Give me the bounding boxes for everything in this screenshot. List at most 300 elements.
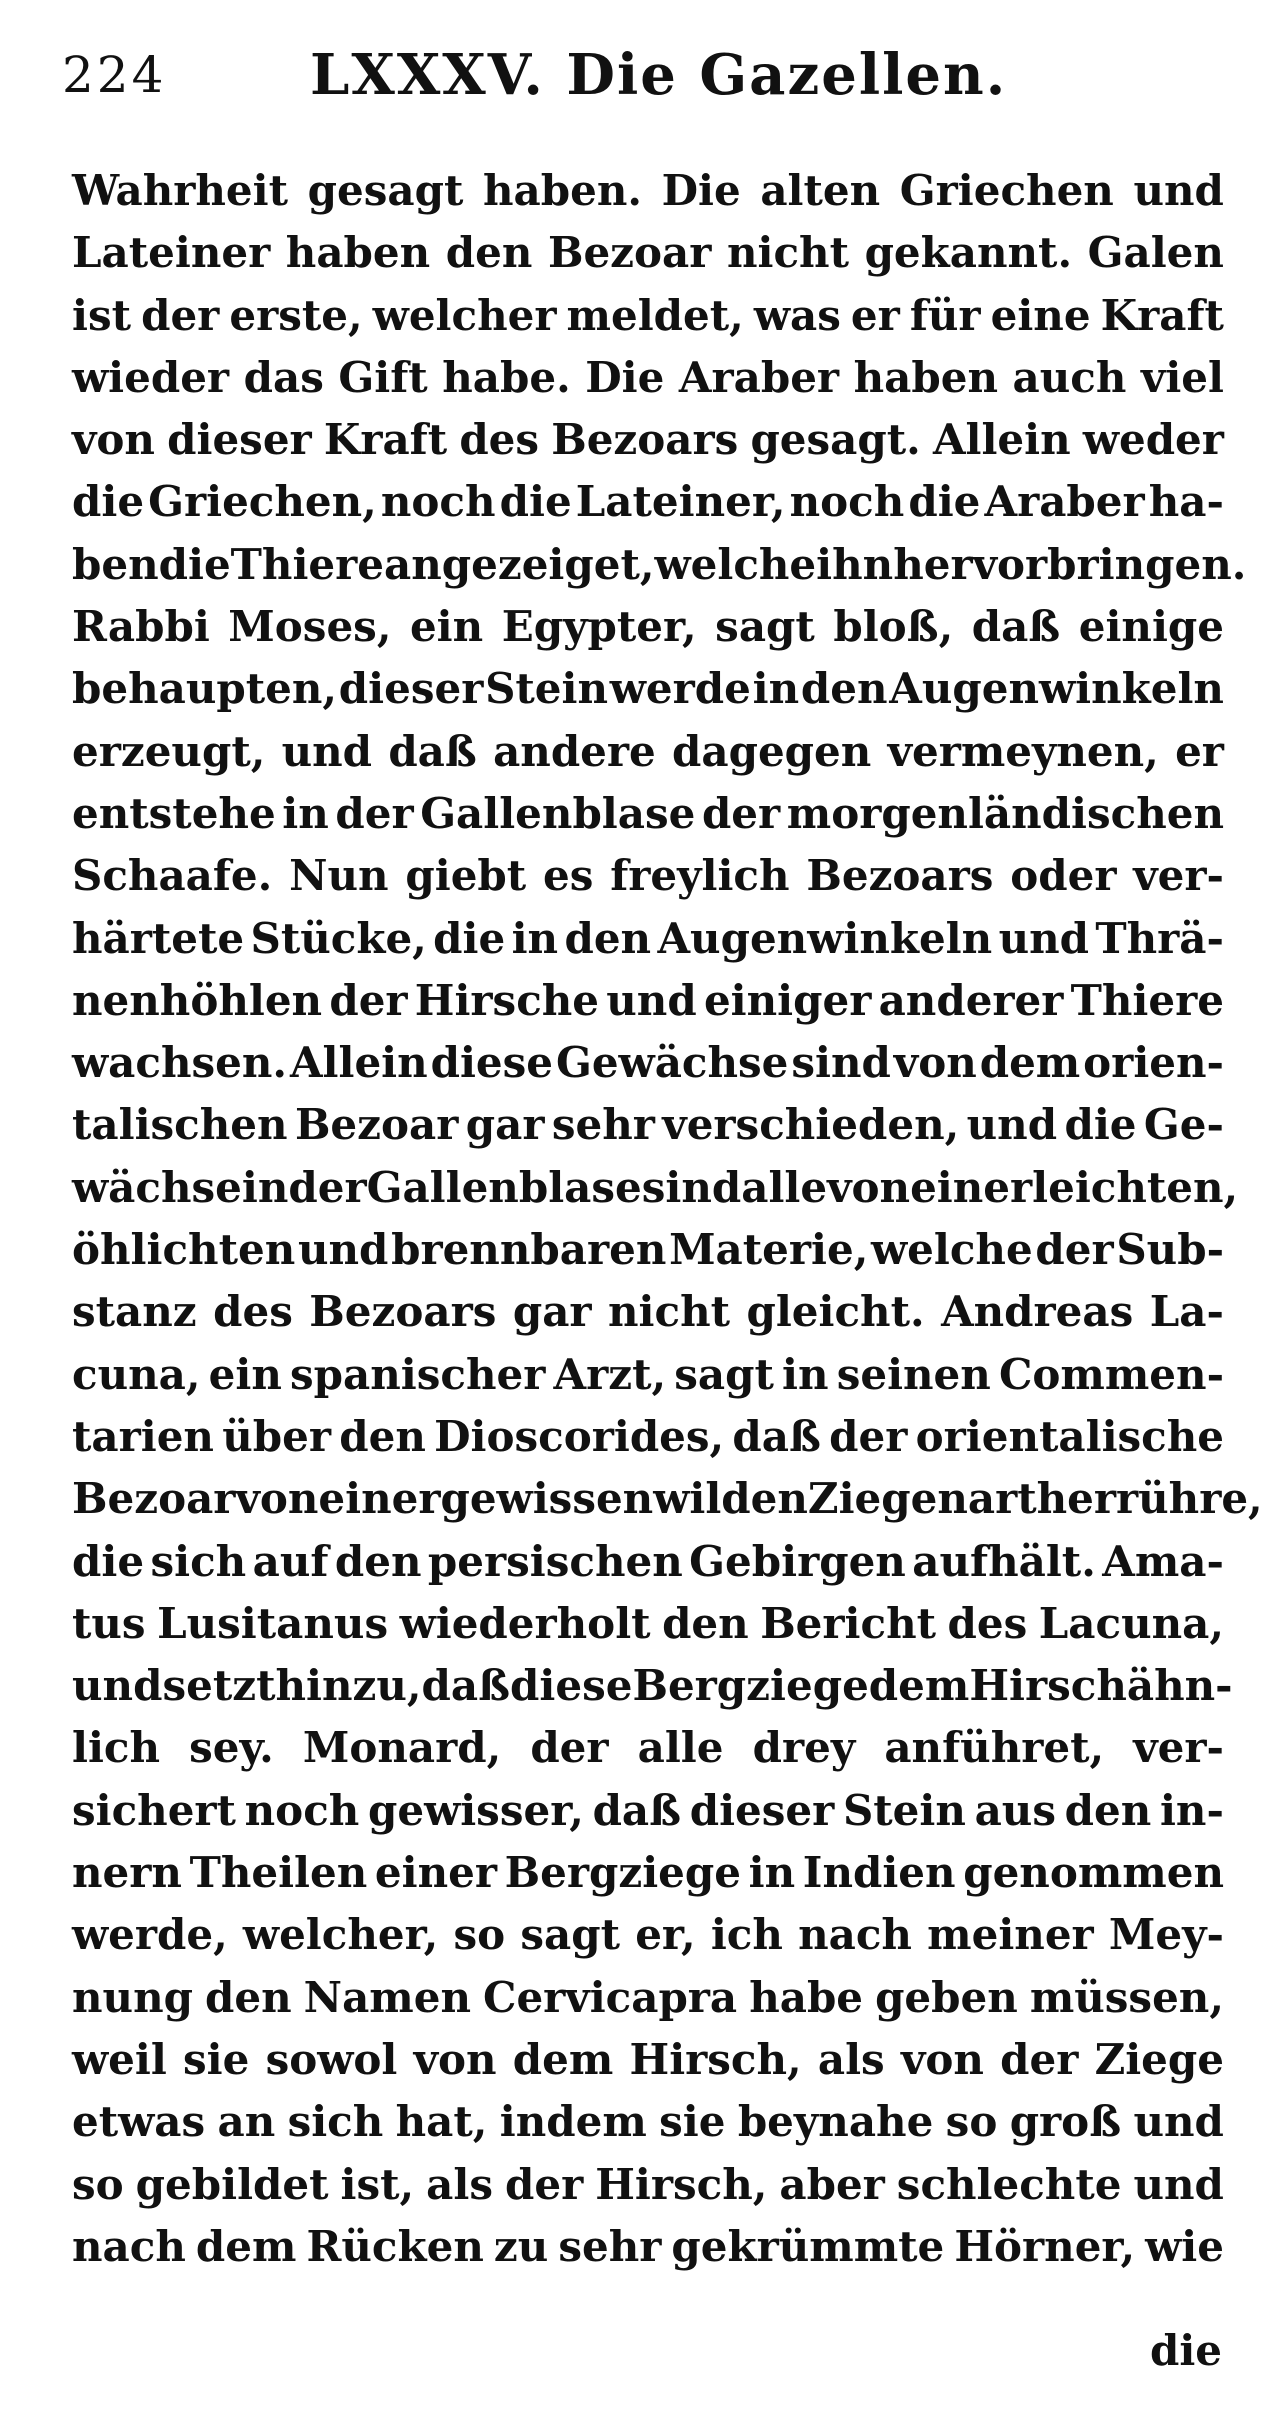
text-line xyxy=(72,1848,1224,1910)
word: Bezoars xyxy=(309,1287,497,1337)
word: Die xyxy=(661,166,741,215)
word: verschieden, xyxy=(662,1100,960,1150)
word: indem xyxy=(499,2097,647,2147)
word: an xyxy=(217,2097,276,2147)
word: einer xyxy=(374,1848,497,1898)
word: den xyxy=(800,664,888,714)
word: wächse xyxy=(72,1162,242,1212)
page-header xyxy=(62,36,1212,116)
word: wieder xyxy=(72,352,230,402)
word: des xyxy=(459,415,540,465)
word: welche xyxy=(654,539,817,589)
word: Lusitanus xyxy=(157,1598,389,1648)
word: Kraft xyxy=(1100,290,1224,340)
word: einer xyxy=(318,1474,441,1524)
word: setzt xyxy=(162,1661,276,1711)
word: ha- xyxy=(1148,477,1224,527)
word: nicht xyxy=(608,1287,731,1337)
word: die xyxy=(433,913,506,963)
word: Ge- xyxy=(1143,1100,1224,1150)
word: in xyxy=(748,1848,796,1898)
text-line xyxy=(72,664,1224,726)
word: Gewächse xyxy=(555,1038,789,1088)
word: wachsen. xyxy=(72,1038,288,1088)
text-line xyxy=(72,1786,1224,1848)
word: genommen xyxy=(963,1848,1224,1898)
word: daß xyxy=(388,726,477,776)
text-line xyxy=(72,2097,1224,2159)
word: Egypter, xyxy=(501,602,697,652)
word: sind xyxy=(791,1038,891,1088)
word: des xyxy=(213,1287,293,1337)
word: ein xyxy=(409,602,484,652)
word: Andreas xyxy=(941,1287,1134,1337)
word: der xyxy=(288,1162,367,1212)
word: die xyxy=(158,539,231,589)
word: orien- xyxy=(1083,1038,1224,1088)
word: anderer xyxy=(878,975,1064,1025)
word: die xyxy=(72,1536,145,1586)
word: Rabbi xyxy=(72,602,210,652)
word: Die xyxy=(585,352,665,402)
word: lich xyxy=(72,1723,161,1773)
word: Lateiner xyxy=(72,228,271,278)
word: Kraft xyxy=(323,415,448,465)
word: dem xyxy=(195,2221,297,2271)
word: über xyxy=(222,1411,331,1461)
word: und xyxy=(998,913,1090,963)
word: gesagt xyxy=(307,166,464,215)
word: Thiere xyxy=(230,539,384,589)
text-line xyxy=(72,1537,1224,1599)
word: behaupten, xyxy=(72,664,338,714)
text-line xyxy=(72,727,1224,789)
text-line xyxy=(72,415,1224,477)
word: sichert xyxy=(72,1785,236,1835)
text-line xyxy=(72,1287,1224,1349)
word: Bezoar xyxy=(294,1100,459,1150)
word: dieser xyxy=(689,1785,835,1835)
word: alle xyxy=(741,1162,828,1212)
word: der xyxy=(329,975,408,1025)
word: und xyxy=(72,1661,163,1711)
word: sagt xyxy=(715,602,815,652)
word: Lateiner, xyxy=(575,477,786,527)
text-line xyxy=(72,1412,1224,1474)
word: Gallenblase xyxy=(420,788,696,838)
word: habe xyxy=(749,1972,864,2022)
word: und xyxy=(281,726,373,776)
word: freylich xyxy=(610,851,790,901)
word: orientalische xyxy=(915,1411,1224,1461)
word: gewisser, xyxy=(367,1785,584,1835)
word: einige xyxy=(1078,602,1224,652)
word: die xyxy=(1064,1100,1137,1150)
word: gewissen xyxy=(440,1474,654,1524)
word: der xyxy=(1035,1225,1114,1275)
running-head: LXXXV. Die Gazellen. xyxy=(310,42,1008,108)
word: Bergziege xyxy=(632,1661,869,1711)
word: Araber xyxy=(984,477,1145,527)
word: und xyxy=(606,975,697,1025)
word: tarien xyxy=(72,1411,214,1461)
word: Commen- xyxy=(998,1349,1224,1399)
word: Gallenblase xyxy=(366,1162,642,1212)
word: geben xyxy=(875,1972,1018,2022)
word: Bezoar xyxy=(547,228,712,278)
word: eine xyxy=(990,290,1091,340)
word: weder xyxy=(1082,415,1224,465)
word: ihn xyxy=(816,539,894,589)
word: was xyxy=(753,290,841,340)
word: den xyxy=(1064,1785,1152,1835)
word: noch xyxy=(789,477,905,527)
word: herrühre, xyxy=(1036,1474,1263,1524)
word: Moses, xyxy=(228,602,392,652)
word: schlechte xyxy=(896,2159,1122,2209)
text-line xyxy=(72,1599,1224,1661)
word: sey. xyxy=(189,1723,274,1773)
word: so xyxy=(72,2159,124,2209)
text-line xyxy=(72,789,1224,851)
word: Allein xyxy=(932,415,1071,465)
word: Nun xyxy=(289,851,389,901)
word: der xyxy=(530,1723,609,1773)
text-line xyxy=(72,2160,1224,2222)
word: Ziegenart xyxy=(807,1474,1037,1524)
text-line xyxy=(72,353,1224,415)
word: hat, xyxy=(395,2097,488,2147)
word: den xyxy=(662,1598,749,1648)
word: alten xyxy=(760,166,881,215)
word: als xyxy=(426,2159,493,2209)
word: morgenländischen xyxy=(786,788,1224,838)
word: als xyxy=(817,2034,885,2084)
word: Allein xyxy=(289,1038,428,1088)
word: den xyxy=(339,1411,426,1461)
word: nenhöhlen xyxy=(72,975,323,1025)
word: auch xyxy=(1012,352,1127,402)
word: sagt xyxy=(674,1349,774,1399)
text-line xyxy=(72,477,1224,539)
word: sagt xyxy=(520,1910,620,1960)
word: müssen, xyxy=(1029,1972,1224,2022)
word: welche xyxy=(871,1225,1033,1275)
word: Theilen xyxy=(189,1848,368,1898)
word: Schaafe. xyxy=(72,851,273,901)
word: Namen xyxy=(303,1972,471,2022)
word: es xyxy=(543,851,594,901)
word: Augenwinkeln xyxy=(657,913,993,963)
word: gekannt. xyxy=(864,228,1073,278)
word: in- xyxy=(1159,1785,1224,1835)
word: so xyxy=(453,1910,506,1960)
text-line xyxy=(72,914,1224,976)
text-line xyxy=(72,602,1224,664)
word: dem xyxy=(979,1038,1081,1088)
text-line xyxy=(72,851,1224,913)
word: Gebirgen xyxy=(689,1536,906,1586)
word: Griechen, xyxy=(148,477,377,527)
word: Hirsch, xyxy=(595,2159,768,2209)
word: sich xyxy=(287,2097,384,2147)
word: giebt xyxy=(405,851,527,901)
word: ist, xyxy=(340,2159,415,2209)
word: einer xyxy=(910,1162,1033,1212)
word: Hörner, xyxy=(954,2221,1136,2271)
word: Hirsche xyxy=(414,975,600,1025)
text-line xyxy=(72,291,1224,353)
word: erste, xyxy=(229,290,363,340)
word: er xyxy=(850,290,900,340)
word: aus xyxy=(974,1785,1056,1835)
text-line xyxy=(72,1162,1239,1225)
word: Bericht xyxy=(760,1598,937,1648)
word: leichten, xyxy=(1032,1162,1239,1212)
text-line xyxy=(72,1723,1224,1785)
word: Dioscorides, xyxy=(434,1411,725,1461)
word: meldet, xyxy=(566,290,744,340)
word: Ziege xyxy=(1094,2034,1224,2084)
word: werde xyxy=(609,664,751,714)
word: und xyxy=(1133,2097,1224,2147)
text-line xyxy=(72,539,1247,602)
word: der xyxy=(701,788,781,838)
word: ben xyxy=(72,539,159,589)
word: bloß, xyxy=(833,602,954,652)
word: so xyxy=(945,2097,998,2147)
text-line xyxy=(72,976,1224,1038)
word: La- xyxy=(1149,1287,1224,1337)
word: persischen xyxy=(427,1536,683,1586)
word: vermeynen, xyxy=(887,726,1159,776)
word: haben xyxy=(853,352,998,402)
word: oder xyxy=(1010,851,1117,901)
word: zu xyxy=(493,2221,549,2271)
word: noch xyxy=(380,477,496,527)
word: und xyxy=(297,1225,389,1275)
text-line xyxy=(72,1910,1224,1972)
word: Cervicapra xyxy=(483,1972,738,2022)
word: stanz xyxy=(72,1287,197,1337)
word: und xyxy=(1133,2159,1224,2209)
word: Stein xyxy=(485,664,609,714)
word: daß xyxy=(732,1411,821,1461)
text-line xyxy=(72,1973,1224,2035)
word: Stücke, xyxy=(250,913,427,963)
word: gebildet xyxy=(135,2159,329,2209)
word: auf xyxy=(252,1536,329,1586)
word: aufhält. xyxy=(912,1536,1096,1586)
word: dieser xyxy=(167,415,312,465)
text-line xyxy=(72,1038,1224,1100)
word: ähn- xyxy=(1126,1661,1233,1711)
word: haben xyxy=(285,228,431,278)
word: Hirsch, xyxy=(629,2034,802,2084)
word: Araber xyxy=(678,352,840,402)
word: werde, xyxy=(72,1910,228,1960)
word: hervorbringen. xyxy=(893,539,1247,589)
word: den xyxy=(334,1536,422,1586)
word: brennbaren xyxy=(391,1225,667,1275)
word: sowol xyxy=(265,2034,398,2084)
word: er xyxy=(1175,726,1224,776)
word: anführet, xyxy=(884,1723,1105,1773)
word: erzeugt, xyxy=(72,726,266,776)
text-line xyxy=(72,1474,1263,1536)
word: daß xyxy=(971,602,1061,652)
word: den xyxy=(205,1972,292,2022)
word: welcher xyxy=(372,290,557,340)
word: beynahe xyxy=(737,2097,934,2147)
word: gar xyxy=(465,1100,545,1150)
word: Rücken xyxy=(306,2221,484,2271)
text-line xyxy=(72,166,1224,228)
word: Wahrheit xyxy=(72,166,289,215)
word: der xyxy=(335,788,414,838)
word: der xyxy=(504,2159,584,2209)
word: ein xyxy=(208,1349,282,1399)
word: von xyxy=(72,415,155,465)
word: Thiere xyxy=(1070,975,1224,1025)
word: Materie, xyxy=(669,1225,869,1275)
page-number: 224 xyxy=(62,46,167,104)
catchword: die xyxy=(1149,2326,1222,2375)
word: nern xyxy=(72,1848,182,1898)
word: Monard, xyxy=(302,1723,502,1773)
word: Bezoars xyxy=(551,415,739,465)
word: ich xyxy=(710,1910,783,1960)
word: der xyxy=(1000,2034,1079,2084)
word: in xyxy=(282,788,329,838)
word: ver- xyxy=(1133,851,1224,901)
word: gekrümmte xyxy=(671,2221,945,2271)
text-line xyxy=(72,228,1224,290)
text-line xyxy=(72,1100,1224,1162)
word: den xyxy=(445,228,533,278)
word: gar xyxy=(512,1287,592,1337)
word: die xyxy=(499,477,572,527)
word: wie xyxy=(1145,2221,1224,2271)
word: nach xyxy=(798,1910,912,1960)
word: Gift xyxy=(338,352,428,402)
word: härtete xyxy=(72,913,245,963)
word: dem xyxy=(512,2034,614,2084)
word: noch xyxy=(244,1785,360,1835)
word: Galen xyxy=(1087,228,1224,278)
word: den xyxy=(564,913,652,963)
word: nung xyxy=(72,1972,193,2022)
text-line xyxy=(72,2035,1224,2097)
word: Griechen xyxy=(899,166,1114,215)
word: hinzu, xyxy=(275,1661,422,1711)
word: spanischer xyxy=(290,1349,546,1399)
word: die xyxy=(908,477,981,527)
word: und xyxy=(966,1100,1058,1150)
word: nach xyxy=(72,2221,186,2271)
word: sie xyxy=(183,2034,250,2084)
word: alle xyxy=(637,1723,724,1773)
word: von xyxy=(900,2034,984,2084)
word: sind xyxy=(641,1162,742,1212)
word: angezeiget, xyxy=(384,539,655,589)
word: dagegen xyxy=(672,726,872,776)
word: einiger xyxy=(703,975,872,1025)
word: sehr xyxy=(558,2221,662,2271)
word: daß xyxy=(592,1785,682,1835)
word: ist xyxy=(72,290,132,340)
text-line xyxy=(72,2222,1224,2284)
word: andere xyxy=(493,726,656,776)
text-line xyxy=(72,1225,1224,1287)
word: der xyxy=(141,290,220,340)
text-line xyxy=(72,1350,1224,1412)
word: welcher, xyxy=(242,1910,439,1960)
word: gesagt. xyxy=(750,415,921,465)
word: gleicht. xyxy=(746,1287,925,1337)
word: Thrä- xyxy=(1095,913,1224,963)
word: weil xyxy=(72,2034,167,2084)
word: wilden xyxy=(653,1474,808,1524)
word: meiner xyxy=(927,1910,1094,1960)
word: aber xyxy=(779,2159,885,2209)
word: Hirsch xyxy=(969,1661,1127,1711)
word: haben. xyxy=(482,166,642,215)
word: habe. xyxy=(442,352,571,402)
word: talischen xyxy=(72,1100,288,1150)
word: tus xyxy=(72,1598,146,1648)
word: cuna, xyxy=(72,1349,201,1399)
word: von xyxy=(235,1474,319,1524)
word: und xyxy=(1133,166,1224,215)
word: von xyxy=(893,1038,977,1088)
word: in xyxy=(511,913,559,963)
word: von xyxy=(413,2034,497,2084)
word: der xyxy=(829,1411,908,1461)
word: etwas xyxy=(72,2097,206,2147)
word: öhlichten xyxy=(72,1225,296,1275)
word: dem xyxy=(868,1661,970,1711)
word: seinen xyxy=(836,1349,991,1399)
word: nicht xyxy=(726,228,849,278)
word: groß xyxy=(1009,2097,1122,2147)
word: sie xyxy=(659,2097,726,2147)
word: in xyxy=(241,1162,289,1212)
word: viel xyxy=(1140,352,1224,402)
word: in xyxy=(752,664,800,714)
word: Augenwinkeln xyxy=(889,664,1224,714)
word: Sub- xyxy=(1116,1225,1224,1275)
word: entstehe xyxy=(72,788,276,838)
word: er, xyxy=(635,1910,696,1960)
word: wiederholt xyxy=(399,1598,651,1648)
word: in xyxy=(782,1349,829,1399)
word: das xyxy=(243,352,324,402)
word: von xyxy=(827,1162,911,1212)
body-text xyxy=(72,166,1263,2284)
word: für xyxy=(909,290,981,340)
word: sich xyxy=(150,1536,247,1586)
word: Indien xyxy=(802,1848,956,1898)
word: diese xyxy=(430,1038,554,1088)
word: die xyxy=(72,477,145,527)
word: Mey- xyxy=(1108,1910,1224,1960)
word: Bezoar xyxy=(72,1474,236,1524)
text-line xyxy=(72,1661,1233,1723)
word: Bergziege xyxy=(504,1848,741,1898)
word: des xyxy=(947,1598,1028,1648)
word: ver- xyxy=(1133,1723,1224,1773)
